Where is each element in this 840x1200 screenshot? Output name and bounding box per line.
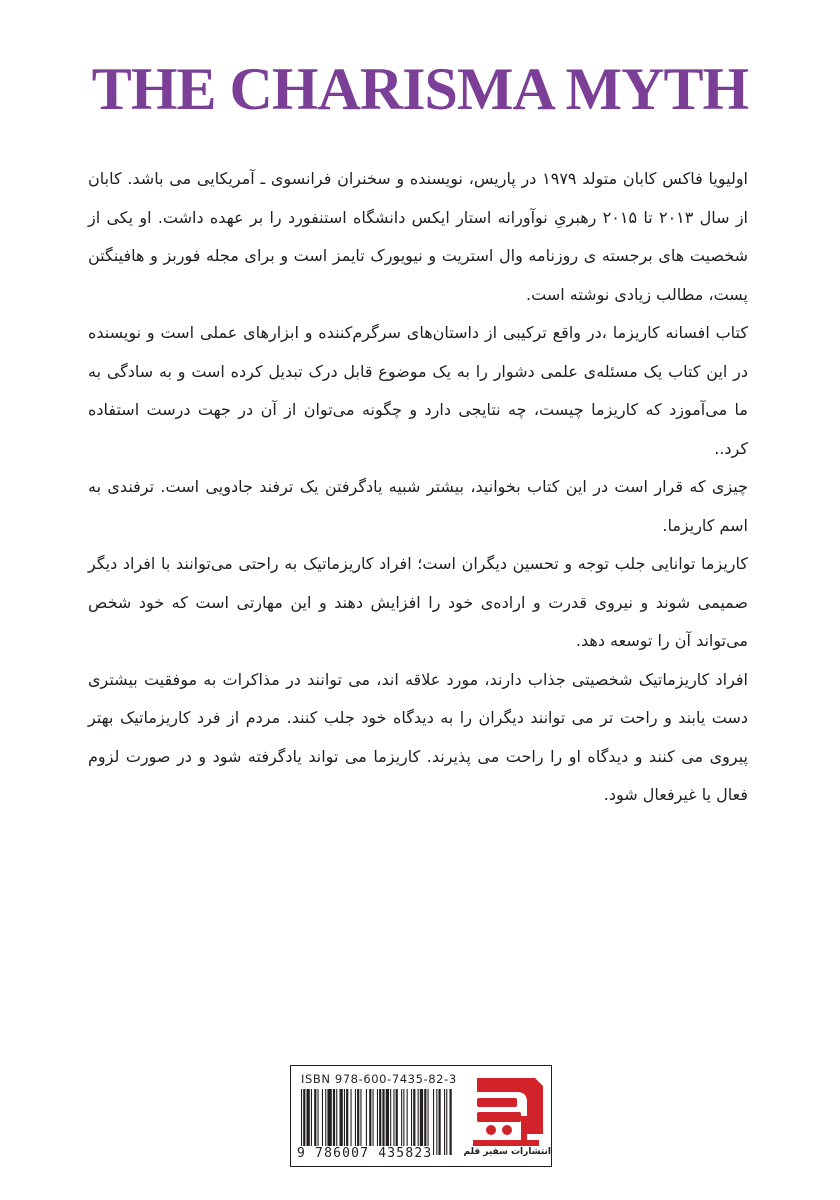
paragraph-book-summary: کتاب افسانه کاریزما ،در واقع ترکیبی از داستان‌های سرگرم‌کننده و ابزارهای عملی است و نویسنده در این کتاب یک مسئله‌ی علمی دشوار را به یک موضوع قابل درک تبدیل کرده است و به سادگی به ما می‌آموزد که کاریزما چیست، چه نتایجی دارد و چگونه می‌توان از آن در جهت درست استفاده کرد..: [88, 323, 748, 458]
back-cover-text: [88, 160, 748, 815]
paragraph-charisma-definition: کاریزما توانایی جلب توجه و تحسین دیگران است؛ افراد کاریزماتیک به راحتی می‌توانند با افراد دیگر صمیمی شوند و نیروی قدرت و اراده‌ی خود را افزایش دهند و این مهارتی است که خود شخص می‌تواند آن را توسعه دهد.: [88, 554, 748, 650]
barcode-digits: 9 786007 435823: [297, 1146, 433, 1161]
isbn-barcode-block: [290, 1065, 552, 1167]
paragraph-charismatic-people: افراد کاریزماتیک شخصیتی جذاب دارند، مورد علاقه اند، می توانند در مذاکرات به موفقیت بیشتری دست یابند و راحت تر می توانند دیگران را به دیدگاه خود جلب کنند. مردم از فرد کاریزماتیک بهتر پیروی می کنند و دیدگاه او را راحت می پذیرند. کاریزما می تواند یادگرفته شود و در صورت لزوم فعال یا غیرفعال شود.: [88, 669, 748, 804]
book-title: THE CHARISMA MYTH: [91, 56, 749, 122]
paragraph-magic-trick: چیزی که قرار است در این کتاب بخوانید، بیشتر شبیه یادگرفتن یک ترفند جادویی است. ترفندی به اسم کاریزما.: [88, 477, 748, 535]
isbn-label: ISBN 978-600-7435-82-3: [301, 1072, 457, 1086]
paragraph-author-bio: اولیویا فاکس کابان متولد ۱۹۷۹ در پاریس، نویسنده و سخنران فرانسوی ـ آمریکایی می باشد. کابان از سال ۲۰۱۳ تا ۲۰۱۵ رهبریِ نوآورانه استار ایکس دانشگاه استنفورد را بر عهده داشت. او یکی از شخصیت های برجسته ی روزنامه وال استریت و نیویورک تایمز است و برای مجله فوربز و هافینگتن پست، مطالب زیادی نوشته است.: [88, 169, 749, 304]
publisher-name: انتشارات سفیر قلم: [463, 1147, 551, 1157]
